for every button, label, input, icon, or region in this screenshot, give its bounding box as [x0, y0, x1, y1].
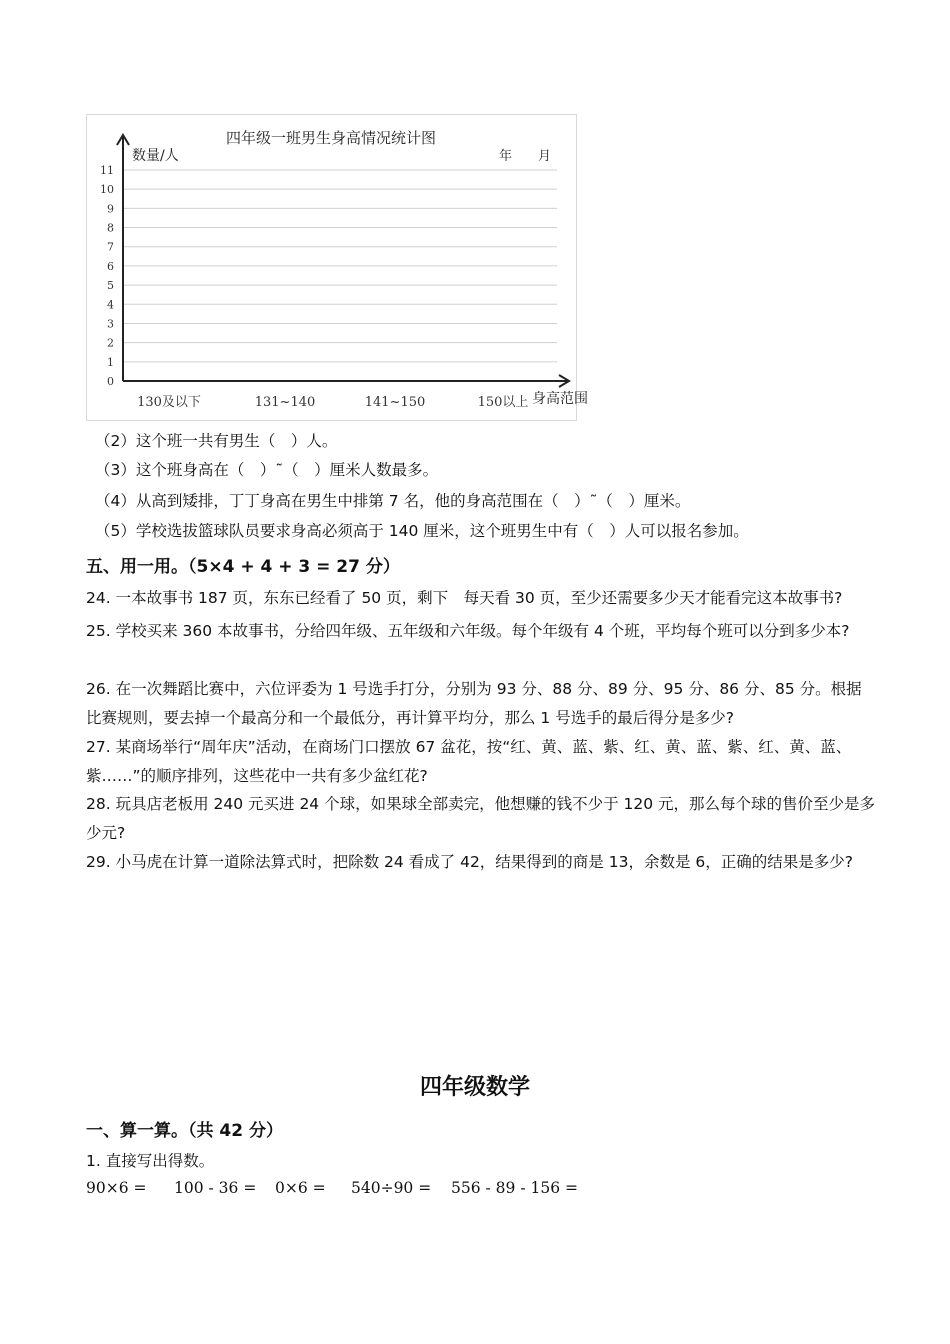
calc-item: 90×6 = [86, 1179, 147, 1197]
chart-date-label: 年 月 [499, 149, 552, 164]
y-tick-label: 7 [107, 240, 114, 254]
calc-item: 0×6 = [275, 1179, 326, 1197]
chart-title: 四年级一班男生身高情况统计图 [225, 129, 437, 147]
y-tick-label: 0 [107, 375, 114, 388]
y-tick-label: 11 [100, 164, 114, 177]
question-2: （2）这个班一共有男生（ ）人。 [95, 432, 338, 450]
problem-28: 28. 玩具店老板用 240 元买进 24 个球，如果球全部卖完，他想赚的钱不少于 120 元，那么每个球的售价至少是多少元? [86, 795, 876, 842]
x-axis-label: 身高范围 [532, 391, 588, 407]
chart-canvas [87, 115, 588, 420]
y-tick-label: 2 [107, 336, 114, 350]
question-4: （4）从高到矮排，丁丁身高在男生中排第 7 名，他的身高范围在（ ）˜（ ）厘米。 [95, 492, 691, 510]
x-category-label: 150以上 [477, 395, 529, 410]
section-1-heading: 一、算一算。（共 42 分） [86, 1121, 283, 1141]
question-3: （3）这个班身高在（ ）˜（ ）厘米人数最多。 [95, 461, 439, 479]
problem-27: 27. 某商场举行“周年庆”活动，在商场门口摆放 67 盆花，按“红、黄、蓝、紫、红、黄、蓝、紫、红、黄、蓝、紫……”的顺序排列，这些花中一共有多少盆红花? [86, 738, 852, 785]
y-tick-label: 1 [107, 355, 114, 369]
calc-item: 540÷90 = [351, 1179, 432, 1197]
x-category-label: 130及以下 [137, 395, 201, 410]
y-axis-label: 数量/人 [132, 148, 179, 164]
y-tick-label: 3 [107, 317, 114, 331]
y-tick-label: 8 [107, 221, 114, 235]
question-5: （5）学校选拔篮球队员要求身高必须高于 140 厘米，这个班男生中有（ ）人可以报名参加。 [95, 522, 749, 540]
problem-25: 25. 学校买来 360 本故事书，分给四年级、五年级和六年级。每个年级有 4 个班，平均每个班可以分到多少本? [86, 622, 850, 640]
x-category-label: 141~150 [364, 395, 426, 410]
y-tick-label: 4 [107, 298, 114, 312]
page-title: 四年级数学 [419, 1075, 530, 1100]
y-tick-label: 6 [107, 259, 114, 273]
question-1: 1. 直接写出得数。 [86, 1152, 215, 1170]
y-tick-label: 10 [100, 183, 114, 197]
height-statistics-chart [86, 114, 588, 421]
y-tick-label: 5 [107, 279, 114, 293]
problem-29: 29. 小马虎在计算一道除法算式时，把除数 24 看成了 42，结果得到的商是 13，余数是 6，正确的结果是多少? [86, 853, 853, 871]
y-tick-label: 9 [107, 202, 114, 216]
section-5-heading: 五、用一用。（5×4 + 4 + 3 = 27 分） [86, 557, 400, 577]
x-category-label: 131~140 [254, 395, 316, 410]
calc-item: 556 - 89 - 156 = [451, 1179, 578, 1197]
problem-26: 26. 在一次舞蹈比赛中，六位评委为 1 号选手打分，分别为 93 分、88 分、89 分、95 分、86 分、85 分。根据比赛规则，要去掉一个最高分和一个最低分，再计算平均分，那么 1 号选手的最后得分是多少? [86, 680, 862, 727]
calc-item: 100 - 36 = [174, 1179, 257, 1197]
problem-24: 24. 一本故事书 187 页，东东已经看了 50 页，剩下 每天看 30 页，至少还需要多少天才能看完这本故事书? [86, 589, 843, 607]
